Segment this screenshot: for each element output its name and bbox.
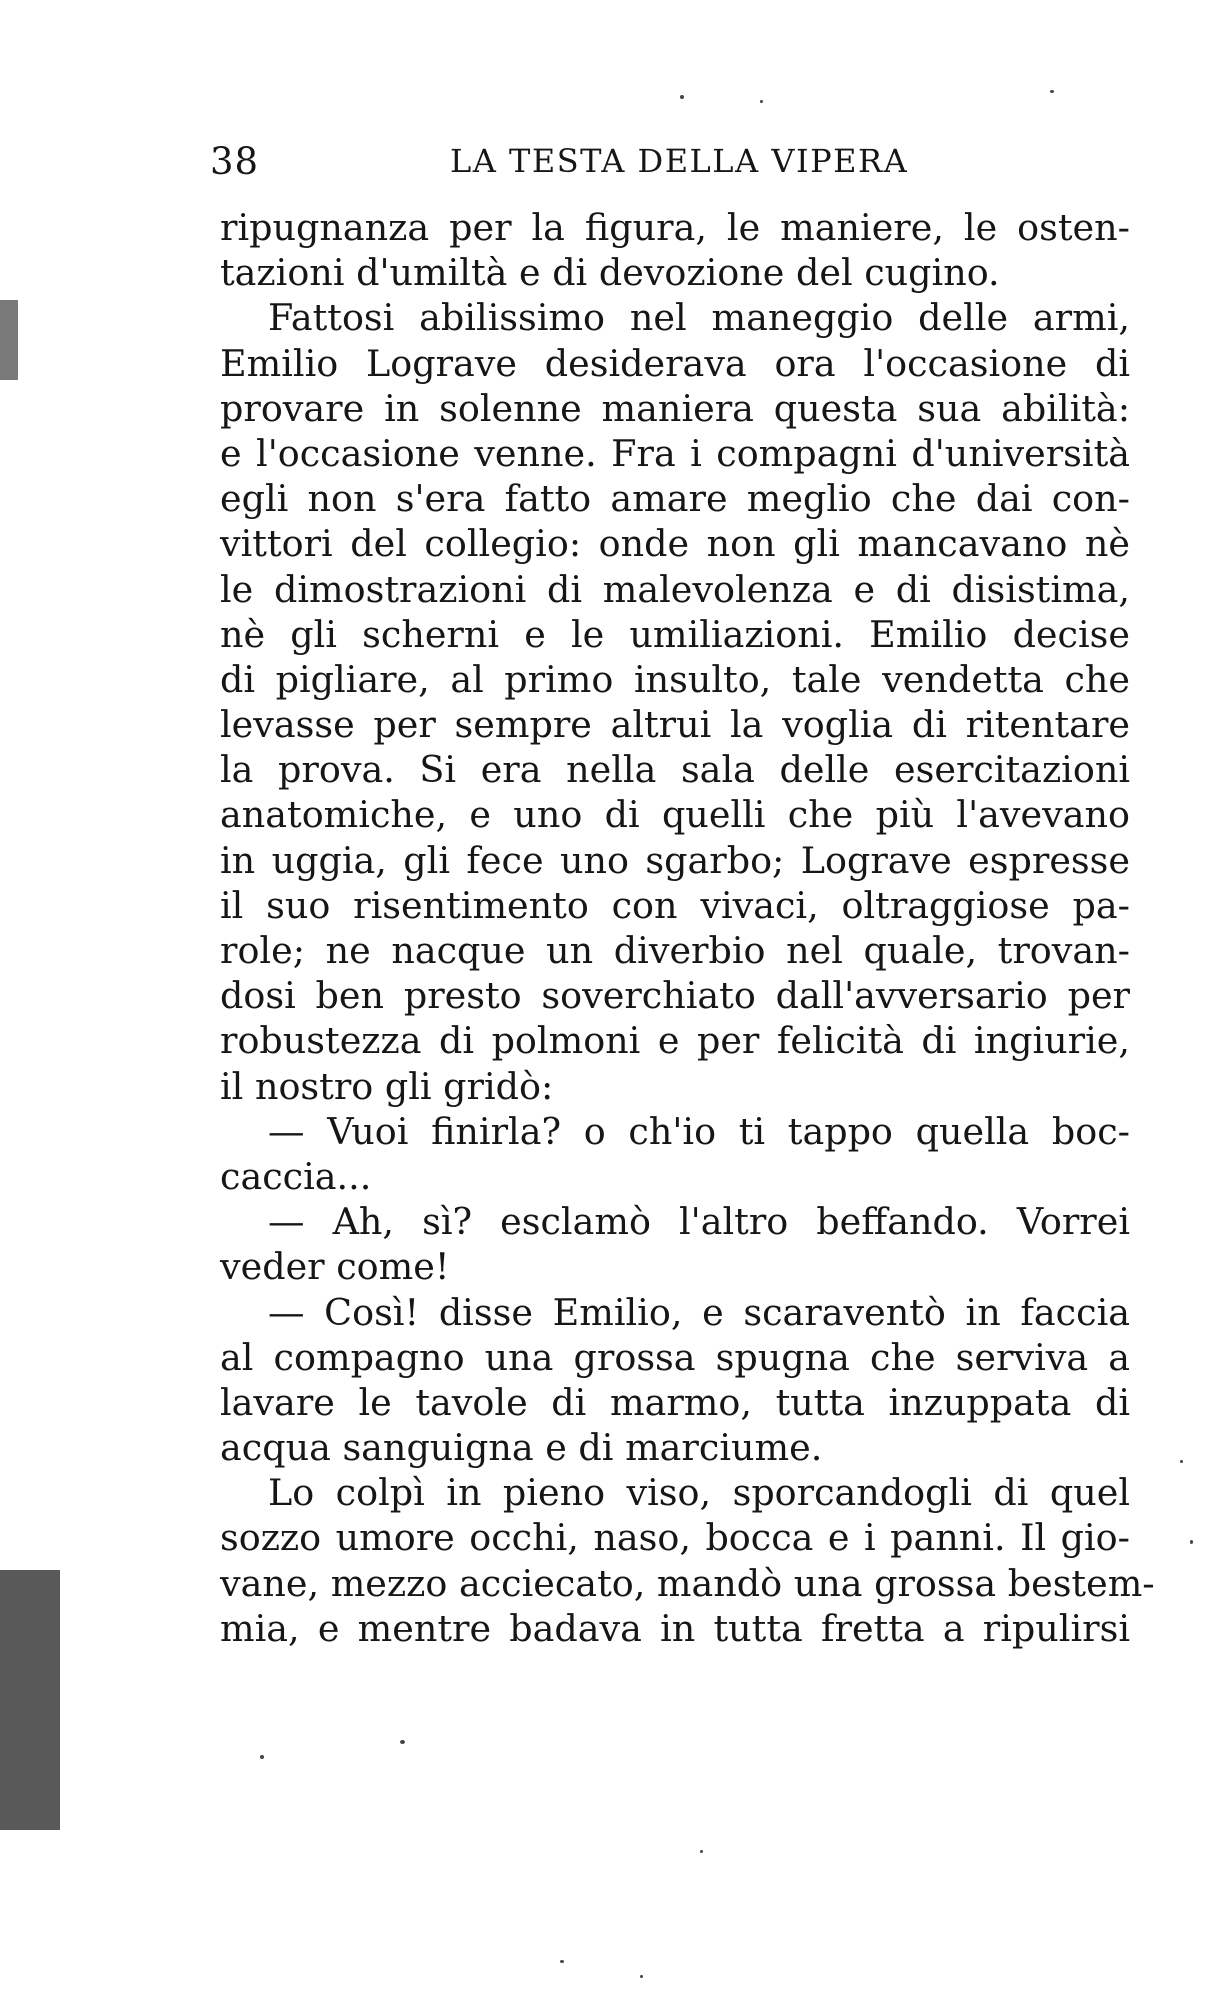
running-head: LA TESTA DELLA VIPERA <box>450 142 909 180</box>
scan-speck <box>1190 1540 1193 1544</box>
scan-edge-mark <box>0 1570 60 1830</box>
text-line: ripugnanza per la figura, le maniere, le osten- <box>220 206 1130 249</box>
text-line: role; ne nacque un diverbio nel quale, trovan- <box>220 929 1130 972</box>
page-number: 38 <box>210 140 260 183</box>
text-line: levasse per sempre altrui la voglia di ritentare <box>220 703 1130 747</box>
scan-edge-mark <box>0 300 18 380</box>
text-line: dosi ben presto soverchiato dall'avversario per <box>220 974 1130 1018</box>
text-line: anatomiche, e uno di quelli che più l'avevano <box>220 793 1130 837</box>
scan-speck <box>700 1850 703 1853</box>
text-line: Emilio Lograve desiderava ora l'occasione di <box>220 341 1130 385</box>
text-line: caccia... <box>220 1154 372 1198</box>
text-line: la prova. Si era nella sala delle esercitazioni <box>220 748 1130 792</box>
text-line: lavare le tavole di marmo, tutta inzuppata di <box>220 1380 1130 1424</box>
text-line: le dimostrazioni di malevolenza e di disistima, <box>220 567 1130 611</box>
text-line: e l'occasione venne. Fra i compagni d'università <box>220 431 1130 475</box>
text-line: il suo risentimento con vivaci, oltraggiose pa- <box>220 883 1130 927</box>
text-line: al compagno una grossa spugna che serviva a <box>220 1335 1130 1379</box>
scan-speck <box>760 100 763 103</box>
text-line: nè gli scherni e le umiliazioni. Emilio decise <box>220 612 1130 656</box>
text-line: veder come! <box>220 1245 450 1289</box>
scan-speck <box>560 1960 564 1963</box>
text-line: — Vuoi finirla? o ch'io ti tappo quella boc- <box>268 1109 1130 1153</box>
text-line: mia, e mentre badava in tutta fretta a ripulirsi <box>220 1606 1130 1650</box>
scan-speck <box>1050 90 1054 93</box>
text-line: di pigliare, al primo insulto, tale vendetta che <box>220 657 1130 701</box>
page-header <box>210 140 1130 188</box>
scan-speck <box>680 95 684 99</box>
text-line: vane, mezzo acciecato, mandò una grossa bestem- <box>220 1561 1155 1605</box>
body-text <box>220 205 1155 1651</box>
text-line: acqua sanguigna e di marciume. <box>220 1426 823 1470</box>
text-line: robustezza di polmoni e per felicità di ingiurie, <box>220 1019 1130 1063</box>
text-line: tazioni d'umiltà e di devozione del cugino. <box>220 251 1000 295</box>
scan-speck <box>260 1755 264 1759</box>
text-line: il nostro gli gridò: <box>220 1064 554 1108</box>
text-line: in uggia, gli fece uno sgarbo; Lograve espresse <box>220 838 1130 882</box>
text-line: provare in solenne maniera questa sua abilità: <box>220 386 1130 430</box>
text-line: — Così! disse Emilio, e scaraventò in faccia <box>268 1290 1130 1334</box>
text-line: — Ah, sì? esclamò l'altro beffando. Vorrei <box>268 1200 1130 1244</box>
text-line: Lo colpì in pieno viso, sporcandogli di quel <box>268 1471 1130 1515</box>
text-line: Fattosi abilissimo nel maneggio delle armi, <box>268 296 1130 340</box>
scan-speck <box>640 1975 643 1978</box>
text-line: vittori del collegio: onde non gli mancavano nè <box>220 522 1130 566</box>
scan-speck <box>400 1740 405 1744</box>
text-line: sozzo umore occhi, naso, bocca e i panni. Il gio- <box>220 1516 1130 1560</box>
text-line: egli non s'era fatto amare meglio che dai con- <box>220 477 1130 521</box>
scan-speck <box>1180 1460 1183 1463</box>
